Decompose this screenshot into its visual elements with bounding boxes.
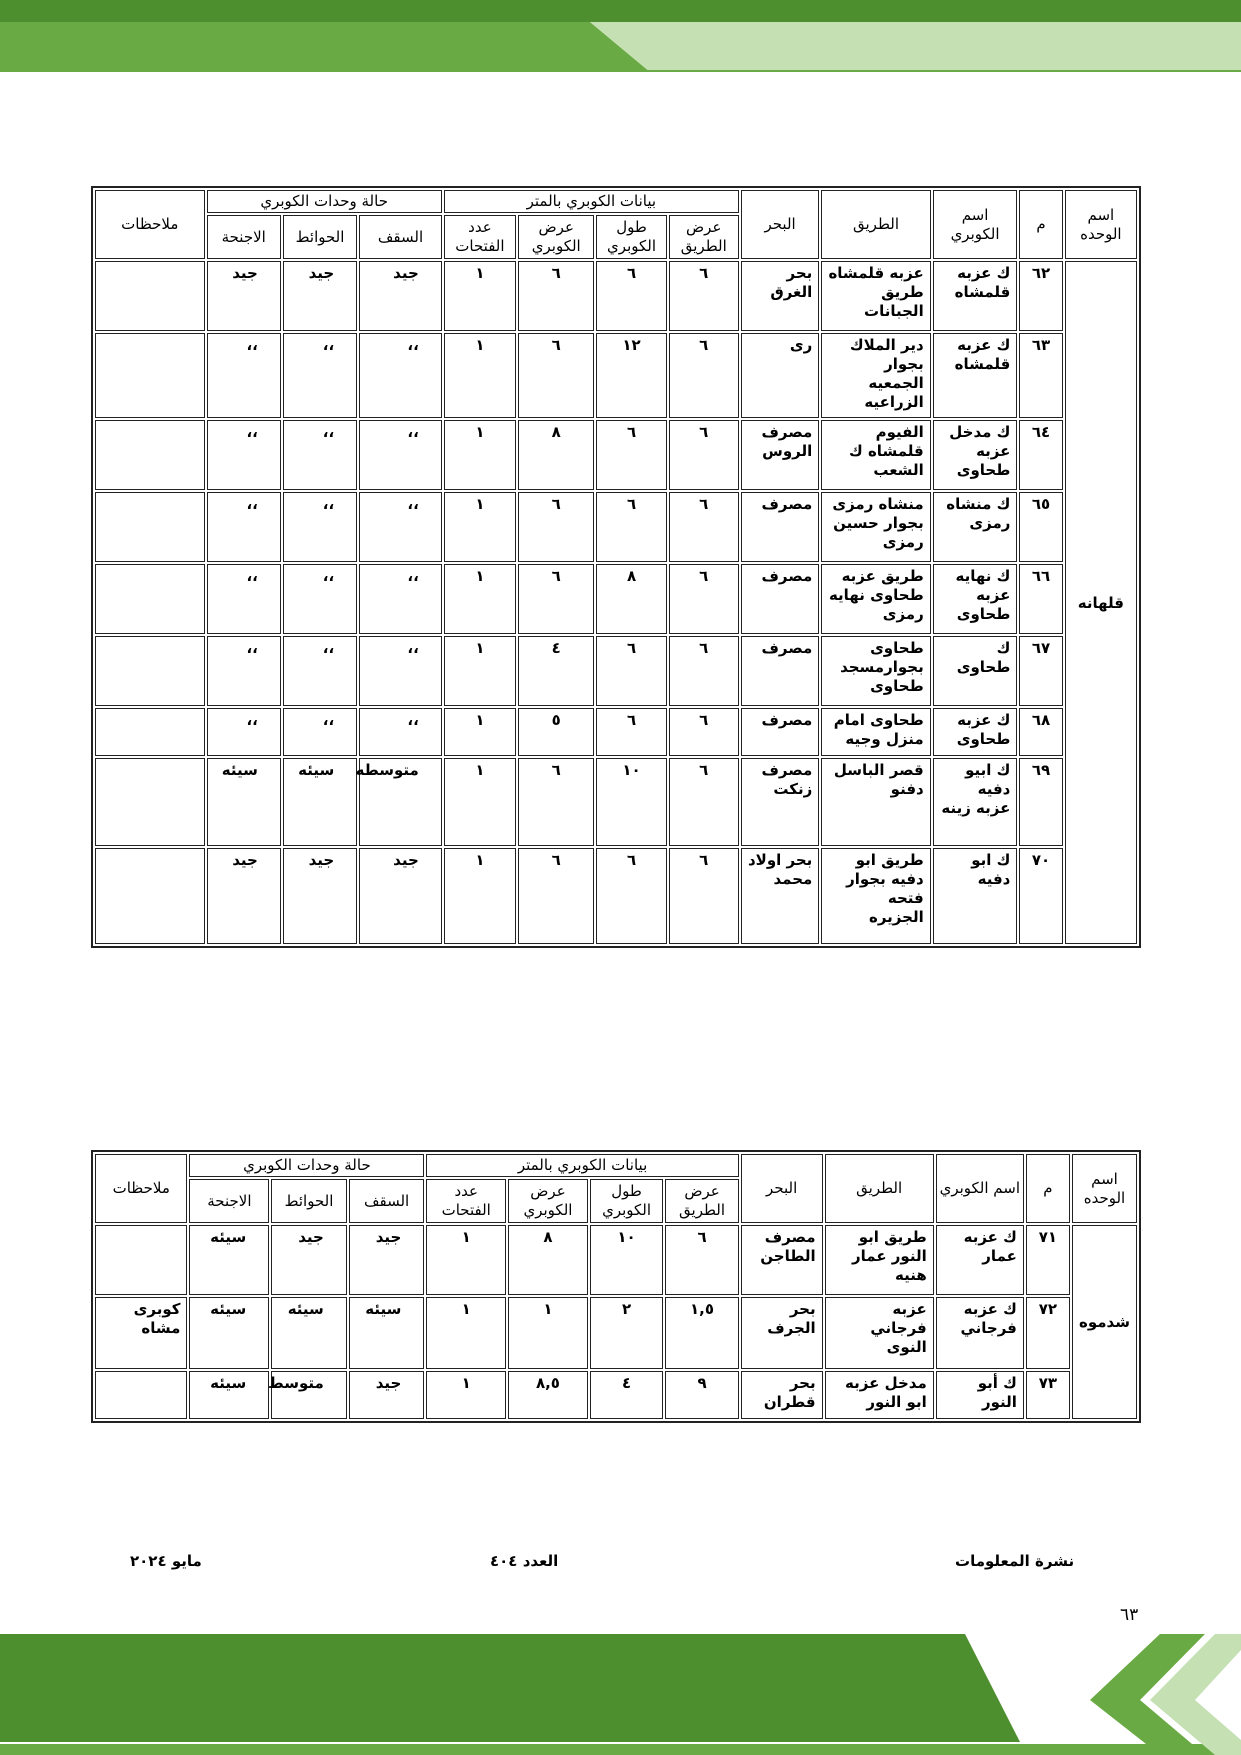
row-number: ٦٥ [1019,492,1062,562]
bridge-length: ٢ [590,1297,663,1369]
bridge-name: ك أبو النور [936,1371,1024,1419]
header-num: م [1019,190,1062,259]
header-bridge-state: حالة وحدات الكوبري [189,1154,424,1177]
bridge-width: ٥ [518,708,594,756]
openings-count: ١ [444,420,516,490]
road-name: مدخل عزبه ابو النور [825,1371,934,1419]
road-name: دير الملاك بجوار الجمعيه الزراعيه [821,333,930,418]
canal-name: بحر الجرف [741,1297,823,1369]
header-bridge-name: اسم الكوبري [933,190,1018,259]
header-wings: الاجنحة [207,215,281,259]
road-name: الفيوم قلمشاه ك الشعب [821,420,930,490]
wings-state: جيد [207,261,281,331]
roof-state: ،، [359,636,442,706]
table-row [95,1371,1137,1419]
header-walls: الحوائط [271,1179,347,1223]
walls-state: ،، [283,333,357,418]
bridge-length: ١٢ [596,333,666,418]
road-width: ٦ [669,758,739,846]
header-unit: اسم الوحده [1072,1154,1137,1223]
roof-state: ،، [359,420,442,490]
bridge-name: ك ابو دفيه [933,848,1018,944]
road-name: طريق عزبه طحاوى نهايه رمزى [821,564,930,634]
table-row [95,1297,1137,1369]
bridge-length: ٦ [596,261,666,331]
canal-name: مصرف [741,564,819,634]
issue-number: العدد ٤٠٤ [490,1552,559,1570]
table-row [95,261,1137,331]
bridge-name: ك نهايه عزبه طحاوى [933,564,1018,634]
row-number: ٧٠ [1019,848,1062,944]
road-width: ٦ [669,848,739,944]
notes [95,848,205,944]
row-number: ٦٣ [1019,333,1062,418]
openings-count: ١ [444,636,516,706]
header-banner [0,0,1241,75]
wings-state: سيئه [189,1297,269,1369]
roof-state: ،، [359,708,442,756]
notes [95,420,205,490]
walls-state: جيد [283,848,357,944]
walls-state: ،، [283,564,357,634]
notes [95,492,205,562]
bridge-name: ك مدخل عزبه طحاوى [933,420,1018,490]
row-number: ٦٨ [1019,708,1062,756]
table-row [95,758,1137,846]
walls-state: ،، [283,420,357,490]
header-unit: اسم الوحده [1065,190,1137,259]
issue-date: مايو ٢٠٢٤ [130,1552,202,1570]
bridge-width: ٦ [518,261,594,331]
header-bridge-width: عرض الكوبري [518,215,594,259]
notes [95,1225,187,1295]
roof-state: ،، [359,492,442,562]
openings-count: ١ [444,758,516,846]
road-width: ٦ [669,261,739,331]
roof-state: سيئه [349,1297,425,1369]
road-width: ٦ [669,636,739,706]
wings-state: جيد [207,848,281,944]
road-name: طحاوى امام منزل وجيه [821,708,930,756]
road-name: طريق ابو دفيه بجوار فتحه الجزيره [821,848,930,944]
row-number: ٦٩ [1019,758,1062,846]
header-bridge-state: حالة وحدات الكوبري [207,190,442,213]
bridge-name: ك عزبه عمار [936,1225,1024,1295]
header-notes: ملاحظات [95,1154,187,1223]
bridge-width: ١ [508,1297,588,1369]
road-width: ٦ [669,333,739,418]
row-number: ٦٢ [1019,261,1062,331]
header-bridge-data: بيانات الكوبري بالمتر [444,190,739,213]
bridge-length: ٤ [590,1371,663,1419]
row-number: ٦٧ [1019,636,1062,706]
roof-state: متوسطه [359,758,442,846]
openings-count: ١ [426,1225,506,1295]
roof-state: جيد [349,1225,425,1295]
bridges-table-2 [91,1150,1141,1423]
header-roof: السقف [359,215,442,259]
road-width: ٩ [665,1371,738,1419]
bridge-length: ٦ [596,420,666,490]
openings-count: ١ [426,1297,506,1369]
road-width: ٦ [669,492,739,562]
header-bridge-width: عرض الكوبري [508,1179,588,1223]
walls-state: ،، [283,708,357,756]
walls-state: متوسط [271,1371,347,1419]
bridge-name: ك ابيو دفيه عزبه زينه [933,758,1018,846]
header-num: م [1026,1154,1070,1223]
bridge-length: ١٠ [596,758,666,846]
road-name: قصر الباسل دفنو [821,758,930,846]
bridge-length: ٦ [596,636,666,706]
table-row [95,420,1137,490]
road-name: طحاوى بجوارمسجد طحاوى [821,636,930,706]
header-bridge-data: بيانات الكوبري بالمتر [426,1154,738,1177]
road-width: ٦ [665,1225,738,1295]
openings-count: ١ [444,333,516,418]
unit-name: قلهانه [1065,261,1137,944]
header-bridge-length: طول الكوبري [590,1179,663,1223]
road-width: ١,٥ [665,1297,738,1369]
row-number: ٦٤ [1019,420,1062,490]
canal-name: بحر قطران [741,1371,823,1419]
header-wings: الاجنحة [189,1179,269,1223]
walls-state: جيد [283,261,357,331]
bridge-name: ك عزبه قلمشاه [933,333,1018,418]
row-number: ٧١ [1026,1225,1070,1295]
wings-state: ،، [207,636,281,706]
header-bridge-length: طول الكوبري [596,215,666,259]
roof-state: ،، [359,564,442,634]
table-row [95,708,1137,756]
road-name: عزبه قلمشاه طريق الجبانات [821,261,930,331]
row-number: ٧٣ [1026,1371,1070,1419]
bridge-width: ٦ [518,333,594,418]
walls-state: سيئه [283,758,357,846]
header-bridge-name: اسم الكوبري [936,1154,1024,1223]
header-openings: عدد الفتحات [426,1179,506,1223]
road-width: ٦ [669,420,739,490]
wings-state: سيئه [207,758,281,846]
wings-state: ،، [207,420,281,490]
notes [95,564,205,634]
table-row [95,1225,1137,1295]
walls-state: ،، [283,492,357,562]
canal-name: رى [741,333,819,418]
roof-state: جيد [359,261,442,331]
wings-state: ،، [207,564,281,634]
openings-count: ١ [444,492,516,562]
canal-name: مصرف الطاجن [741,1225,823,1295]
walls-state: ،، [283,636,357,706]
notes [95,261,205,331]
openings-count: ١ [444,708,516,756]
table-row [95,564,1137,634]
wings-state: ،، [207,492,281,562]
road-name: طريق ابو النور عمار هنيه [825,1225,934,1295]
wings-state: ،، [207,333,281,418]
bridge-length: ١٠ [590,1225,663,1295]
walls-state: سيئه [271,1297,347,1369]
notes [95,758,205,846]
canal-name: مصرف زنكت [741,758,819,846]
row-number: ٦٦ [1019,564,1062,634]
openings-count: ١ [444,261,516,331]
notes [95,636,205,706]
openings-count: ١ [426,1371,506,1419]
header-canal: البحر [741,190,819,259]
header-canal: البحر [741,1154,823,1223]
bridge-length: ٦ [596,492,666,562]
bridge-width: ٦ [518,564,594,634]
walls-state: جيد [271,1225,347,1295]
notes: كوبرى مشاه [95,1297,187,1369]
unit-name: شدموه [1072,1225,1137,1419]
header-notes: ملاحظات [95,190,205,259]
bridge-name: ك طحاوى [933,636,1018,706]
bridge-width: ٦ [518,492,594,562]
header-openings: عدد الفتحات [444,215,516,259]
bridge-name: ك منشاه رمزى [933,492,1018,562]
bridge-width: ٤ [518,636,594,706]
bridge-length: ٦ [596,848,666,944]
header-roof: السقف [349,1179,425,1223]
header-road-width: عرض الطريق [665,1179,738,1223]
table-row [95,333,1137,418]
page-number: ٦٣ [1120,1605,1139,1625]
bridge-length: ٨ [596,564,666,634]
table-row [95,848,1137,944]
footer-banner [0,1620,1241,1755]
header-road: الطريق [821,190,930,259]
header-walls: الحوائط [283,215,357,259]
road-width: ٦ [669,564,739,634]
bridge-width: ٨ [518,420,594,490]
header-road-width: عرض الطريق [669,215,739,259]
road-width: ٦ [669,708,739,756]
bridge-width: ٨ [508,1225,588,1295]
roof-state: جيد [349,1371,425,1419]
bridge-length: ٦ [596,708,666,756]
openings-count: ١ [444,564,516,634]
canal-name: مصرف الروس [741,420,819,490]
table-row [95,492,1137,562]
bridge-width: ٨,٥ [508,1371,588,1419]
wings-state: ،، [207,708,281,756]
bridges-table-1 [91,186,1141,948]
roof-state: ،، [359,333,442,418]
notes [95,1371,187,1419]
openings-count: ١ [444,848,516,944]
canal-name: مصرف [741,636,819,706]
road-name: منشاه رمزى بجوار حسين رمزى [821,492,930,562]
roof-state: جيد [359,848,442,944]
notes [95,708,205,756]
bridge-name: ك عزبه طحاوى [933,708,1018,756]
canal-name: بحر اولاد محمد [741,848,819,944]
canal-name: بحر الغرق [741,261,819,331]
wings-state: سيئه [189,1225,269,1295]
bridge-width: ٦ [518,758,594,846]
table-row [95,636,1137,706]
road-name: عزبه فرجاني النوى [825,1297,934,1369]
canal-name: مصرف [741,492,819,562]
wings-state: سيئه [189,1371,269,1419]
header-road: الطريق [825,1154,934,1223]
row-number: ٧٢ [1026,1297,1070,1369]
bridge-name: ك عزبه قلمشاه [933,261,1018,331]
bulletin-title: نشرة المعلومات [955,1552,1075,1570]
bridge-width: ٦ [518,848,594,944]
bridge-name: ك عزبه فرجاني [936,1297,1024,1369]
canal-name: مصرف [741,708,819,756]
notes [95,333,205,418]
